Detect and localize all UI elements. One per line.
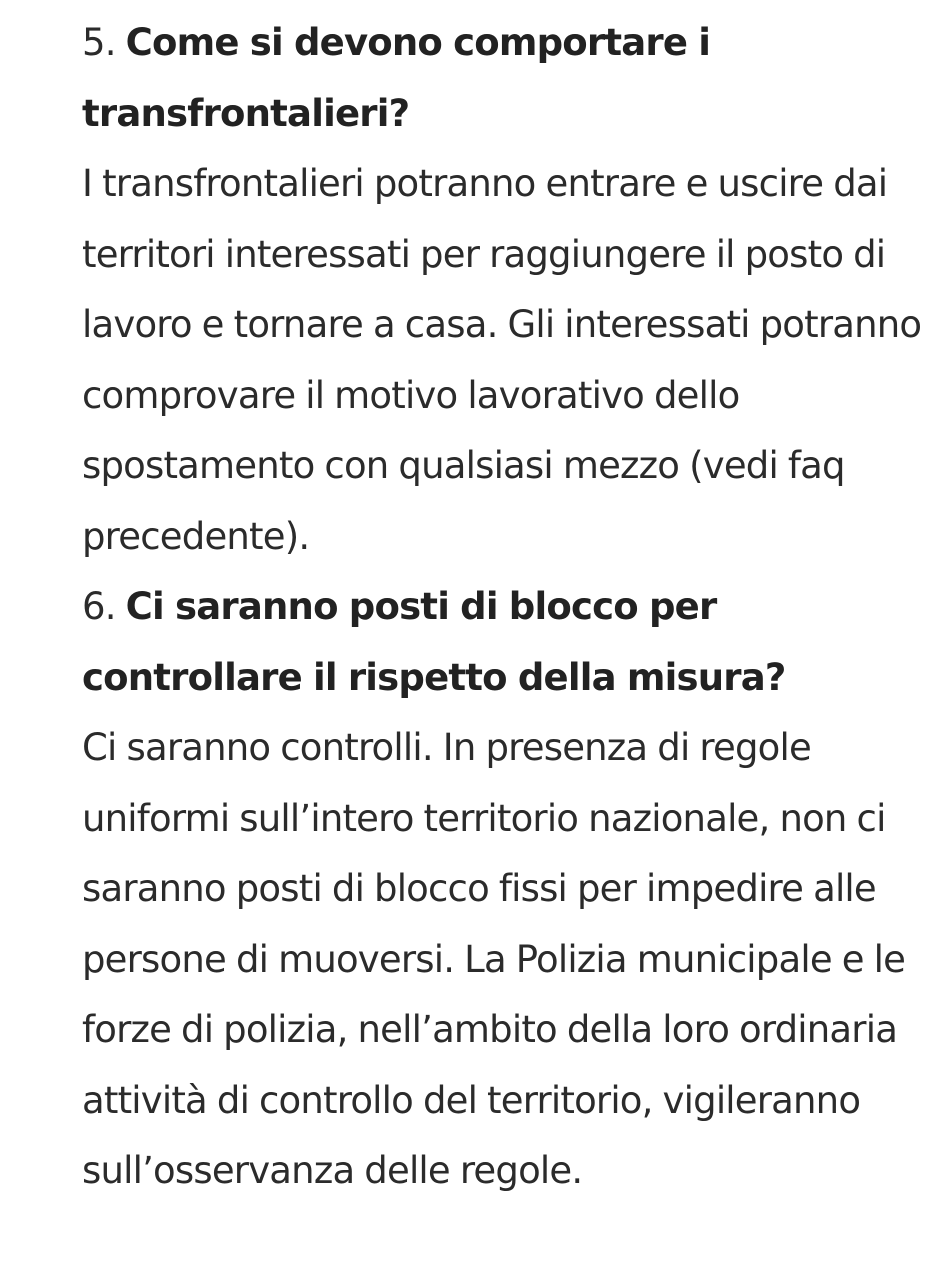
question-number: 5. xyxy=(82,21,126,64)
faq-answer: I transfrontalieri potranno entrare e uscire dai territori interessati per raggiungere il posto di lavoro e tornare a casa. Gli interessati potranno comprovare il motivo lavorativo dello spostamento con qualsiasi mezzo (vedi faq precedente). xyxy=(82,162,922,558)
faq-question xyxy=(82,8,922,149)
faq-item-5 xyxy=(82,8,922,572)
question-text: Ci saranno posti di blocco per controllare il rispetto della misura? xyxy=(82,585,786,699)
faq-question xyxy=(82,572,922,713)
question-text: Come si devono comportare i transfrontalieri? xyxy=(82,21,711,135)
question-number: 6. xyxy=(82,585,126,628)
faq-answer: Ci saranno controlli. In presenza di regole uniformi sull’intero territorio nazionale, non ci saranno posti di blocco fissi per impedire alle persone di muoversi. La Polizia municipale e le forze di polizia, nell’ambito della loro ordinaria attività di controllo del territorio, vigileranno sull’osservanza delle regole. xyxy=(82,726,906,1192)
faq-list xyxy=(82,8,922,1207)
faq-item-6 xyxy=(82,572,922,1207)
